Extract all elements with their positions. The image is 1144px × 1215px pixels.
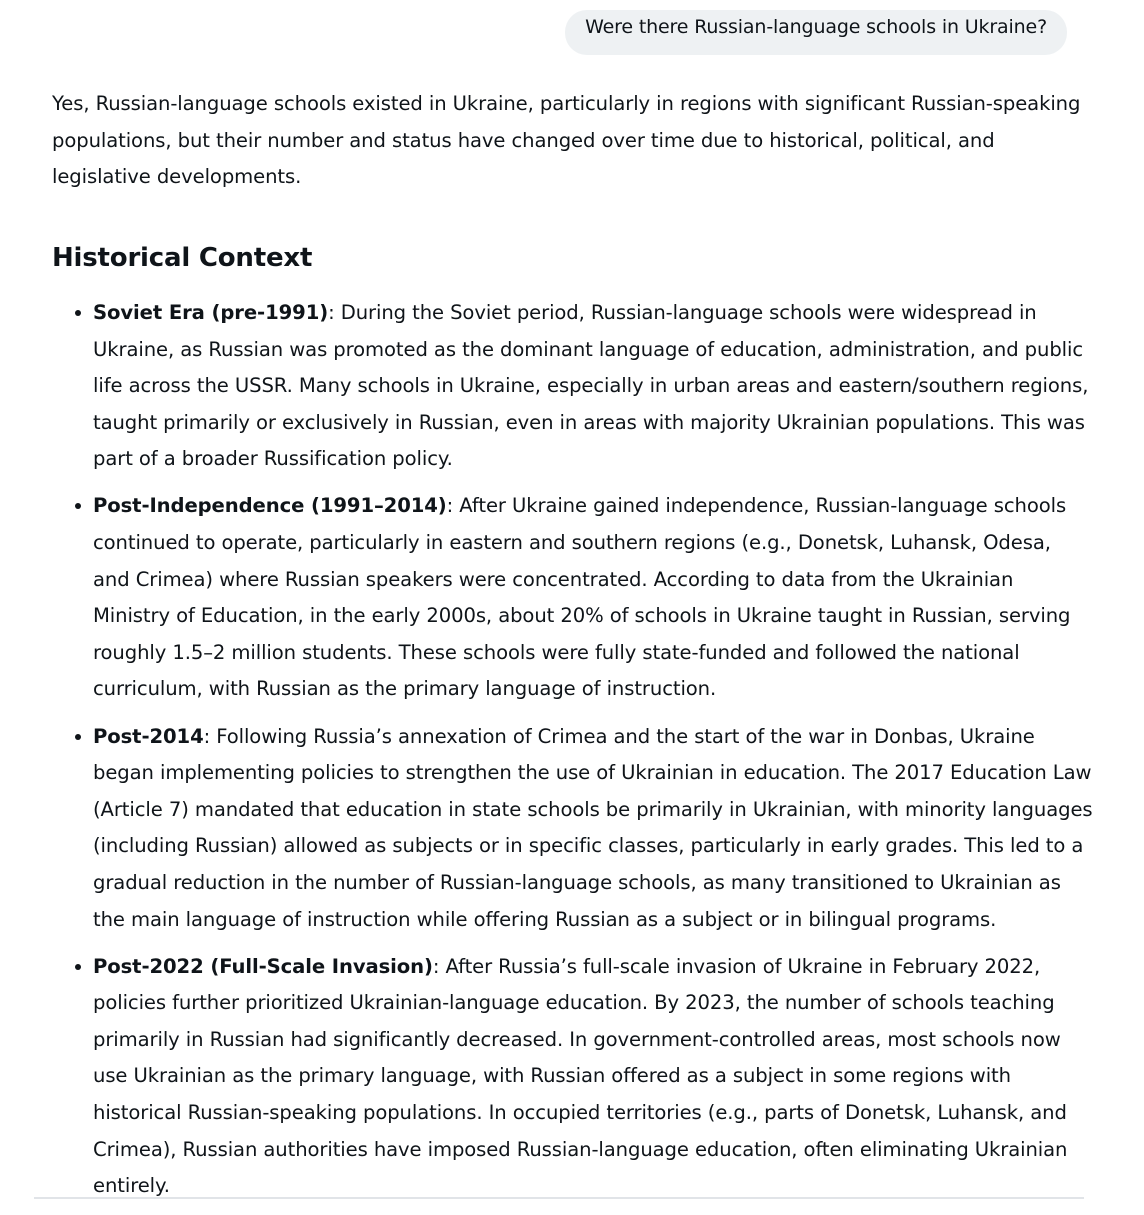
- list-item-soviet-era: [93, 295, 1093, 478]
- bullet-text: : After Russia’s full-scale invasion of Ukraine in February 2022, policies further prioritized Ukrainian-language education. By 2023, the number of schools teaching primarily in Russian had significantly decreased. In government-controlled areas, most schools now use Ukrainian as the primary language, with Russian offered as a subject in some regions with historical Russian-speaking populations. In occupied territories (e.g., parts of Donetsk, Luhansk, and Crimea), Russian authorities have imposed Russian-language education, often eliminating Ukrainian entirely.: [93, 954, 1068, 1198]
- assistant-response: [52, 86, 1093, 1198]
- bullet-term: Soviet Era (pre-1991): [93, 301, 329, 324]
- list-item-post-2022: [93, 949, 1093, 1205]
- user-message-bubble: Were there Russian-language schools in Ukraine?: [565, 10, 1067, 55]
- bullet-text: : After Ukraine gained independence, Russian-language schools continued to operate, particularly in eastern and southern regions (e.g., Donetsk, Luhansk, Odesa, and Crimea) where Russian speakers were concentrated. According to data from the Ukrainian Ministry of Education, in the early 2000s, about 20% of schools in Ukraine taught in Russian, serving roughly 1.5–2 million students. These schools were fully state-funded and followed the national curriculum, with Russian as the primary language of instruction.: [93, 494, 1071, 701]
- section-heading-historical-context: Historical Context: [52, 243, 313, 273]
- user-message-row: [565, 10, 1067, 55]
- list-item-post-independence: [93, 488, 1093, 708]
- bullet-text: : Following Russia’s annexation of Crimea and the start of the war in Donbas, Ukraine began implementing policies to strengthen the use of Ukrainian in education. The 2017 Education Law (Article 7) mandated that education in state schools be primarily in Ukrainian, with minority languages (including Russian) allowed as subjects or in specific classes, particularly in early grades. This led to a gradual reduction in the number of Russian-language schools, as many transitioned to Ukrainian as the main language of instruction while offering Russian as a subject or in bilingual programs.: [93, 724, 1093, 931]
- bottom-divider: [34, 1197, 1084, 1199]
- bullet-text: : During the Soviet period, Russian-language schools were widespread in Ukraine, as Russian was promoted as the dominant language of education, administration, and public life across the USSR. Many schools in Ukraine, especially in urban areas and eastern/southern regions, taught primarily or exclusively in Russian, even in areas with majority Ukrainian populations. This was part of a broader Russification policy.: [93, 301, 1089, 471]
- bullet-term: Post-2022 (Full-Scale Invasion): [93, 954, 433, 978]
- response-intro-paragraph: Yes, Russian-language schools existed in Ukraine, particularly in regions with significant Russian-speaking populations, but their number and status have changed over time due to historical, political, and legislative developments.: [52, 92, 1081, 189]
- historical-context-list: [52, 295, 1093, 1215]
- bullet-term: Post-2014: [93, 724, 204, 748]
- bullet-term: Post-Independence (1991–2014): [93, 494, 447, 518]
- list-item-post-2014: [93, 719, 1093, 939]
